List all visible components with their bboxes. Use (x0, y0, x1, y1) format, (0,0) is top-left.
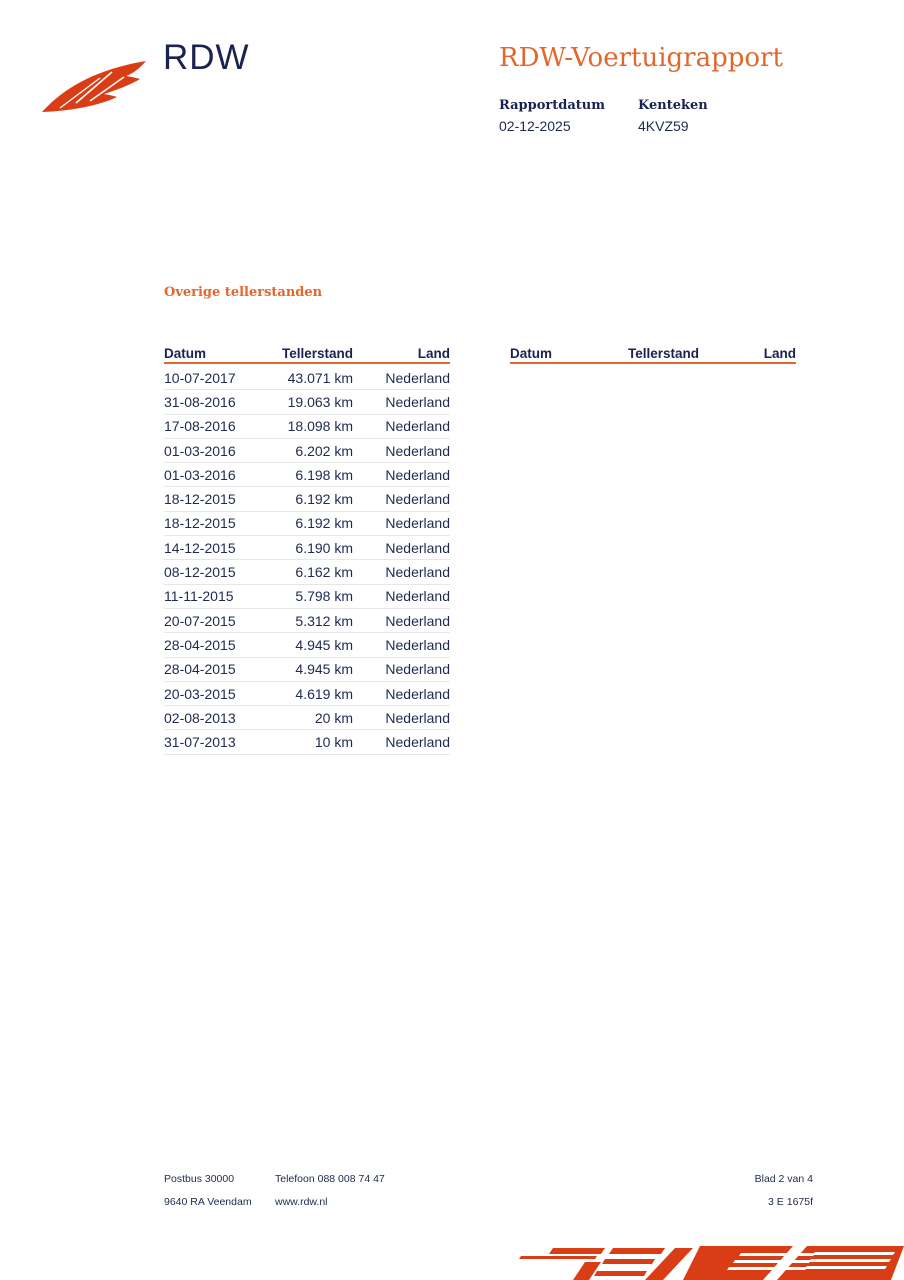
rdw-speed-stripes-icon (515, 1242, 904, 1280)
footer-page-number: Blad 2 van 4 (754, 1173, 813, 1185)
land-cell: Nederland (385, 418, 450, 435)
land-cell: Nederland (385, 636, 450, 653)
tellerstand-cell: 4.945 km (295, 636, 353, 653)
datum-cell: 17-08-2016 (164, 418, 236, 435)
land-cell: Nederland (385, 685, 450, 702)
land-cell: Nederland (385, 466, 450, 483)
report-title: RDW-Voertuigrapport (499, 43, 783, 73)
land-cell: Nederland (385, 612, 450, 629)
datum-cell: 28-04-2015 (164, 636, 236, 653)
datum-cell: 14-12-2015 (164, 539, 236, 556)
datum-cell: 10-07-2017 (164, 369, 236, 386)
table-row (164, 609, 450, 633)
datum-cell: 01-03-2016 (164, 466, 236, 483)
land-cell: Nederland (385, 661, 450, 678)
land-cell: Nederland (385, 564, 450, 581)
table-row (164, 658, 450, 682)
datum-cell: 01-03-2016 (164, 442, 236, 459)
table-row (164, 512, 450, 536)
tellerstand-cell: 20 km (314, 709, 353, 726)
table-row (164, 560, 450, 584)
tellerstand-cell: 6.162 km (295, 564, 353, 581)
table-row (164, 585, 450, 609)
datum-cell: 31-08-2016 (164, 393, 236, 410)
column-header-tellerstand: Tellerstand (627, 346, 699, 361)
datum-cell: 20-03-2015 (164, 685, 236, 702)
datum-cell: 28-04-2015 (164, 661, 236, 678)
land-cell: Nederland (385, 709, 450, 726)
datum-cell: 08-12-2015 (164, 564, 236, 581)
land-cell: Nederland (385, 491, 450, 508)
land-cell: Nederland (385, 369, 450, 386)
land-cell: Nederland (385, 588, 450, 605)
tellerstand-cell: 6.192 km (295, 491, 353, 508)
tellerstand-cell: 4.945 km (295, 661, 353, 678)
footer-phone: Telefoon 088 008 74 47 (275, 1173, 385, 1185)
tellerstand-cell: 5.798 km (295, 588, 353, 605)
logo-text: RDW (163, 38, 250, 77)
plate-label: Kenteken (638, 98, 708, 113)
datum-cell: 02-08-2013 (164, 709, 236, 726)
plate-value: 4KVZ59 (638, 118, 689, 134)
table-header (164, 346, 450, 364)
footer-address: 9640 RA Veendam (164, 1196, 252, 1208)
tellerstand-cell: 4.619 km (295, 685, 353, 702)
datum-cell: 18-12-2015 (164, 491, 236, 508)
tellerstand-cell: 19.063 km (287, 393, 353, 410)
table-body (164, 366, 450, 755)
tellerstand-cell: 43.071 km (287, 369, 353, 386)
tellerstand-cell: 10 km (314, 734, 353, 751)
tellerstand-cell: 5.312 km (295, 612, 353, 629)
land-cell: Nederland (385, 539, 450, 556)
table-row (164, 487, 450, 511)
section-title: Overige tellerstanden (164, 285, 323, 300)
table-row (164, 366, 450, 390)
land-cell: Nederland (385, 393, 450, 410)
plate-block (638, 98, 708, 134)
datum-cell: 20-07-2015 (164, 612, 236, 629)
report-date-label: Rapportdatum (499, 98, 605, 113)
table-header (510, 346, 796, 364)
table-row (164, 390, 450, 414)
table-row (164, 633, 450, 657)
column-header-land: Land (417, 346, 450, 361)
footer-code: 3 E 1675f (768, 1196, 813, 1208)
datum-cell: 31-07-2013 (164, 734, 236, 751)
footer-website[interactable]: www.rdw.nl (275, 1196, 328, 1208)
report-date-value: 02-12-2025 (499, 118, 571, 134)
rdw-feather-logo-icon (40, 56, 150, 116)
table-row (164, 682, 450, 706)
report-date-block (499, 98, 605, 134)
land-cell: Nederland (385, 515, 450, 532)
table-row (164, 730, 450, 754)
datum-cell: 18-12-2015 (164, 515, 236, 532)
column-header-datum: Datum (164, 346, 207, 361)
odometer-table-right (510, 346, 796, 364)
table-row (164, 536, 450, 560)
column-header-datum: Datum (510, 346, 553, 361)
tellerstand-cell: 18.098 km (287, 418, 353, 435)
column-header-land: Land (763, 346, 796, 361)
land-cell: Nederland (385, 734, 450, 751)
column-header-tellerstand: Tellerstand (281, 346, 353, 361)
tellerstand-cell: 6.198 km (295, 466, 353, 483)
datum-cell: 11-11-2015 (164, 588, 234, 605)
table-row (164, 439, 450, 463)
table-row (164, 706, 450, 730)
tellerstand-cell: 6.202 km (295, 442, 353, 459)
land-cell: Nederland (385, 442, 450, 459)
table-row (164, 415, 450, 439)
footer-postbus: Postbus 30000 (164, 1173, 235, 1185)
tellerstand-cell: 6.190 km (295, 539, 353, 556)
table-row (164, 463, 450, 487)
tellerstand-cell: 6.192 km (295, 515, 353, 532)
odometer-table-left (164, 346, 450, 755)
